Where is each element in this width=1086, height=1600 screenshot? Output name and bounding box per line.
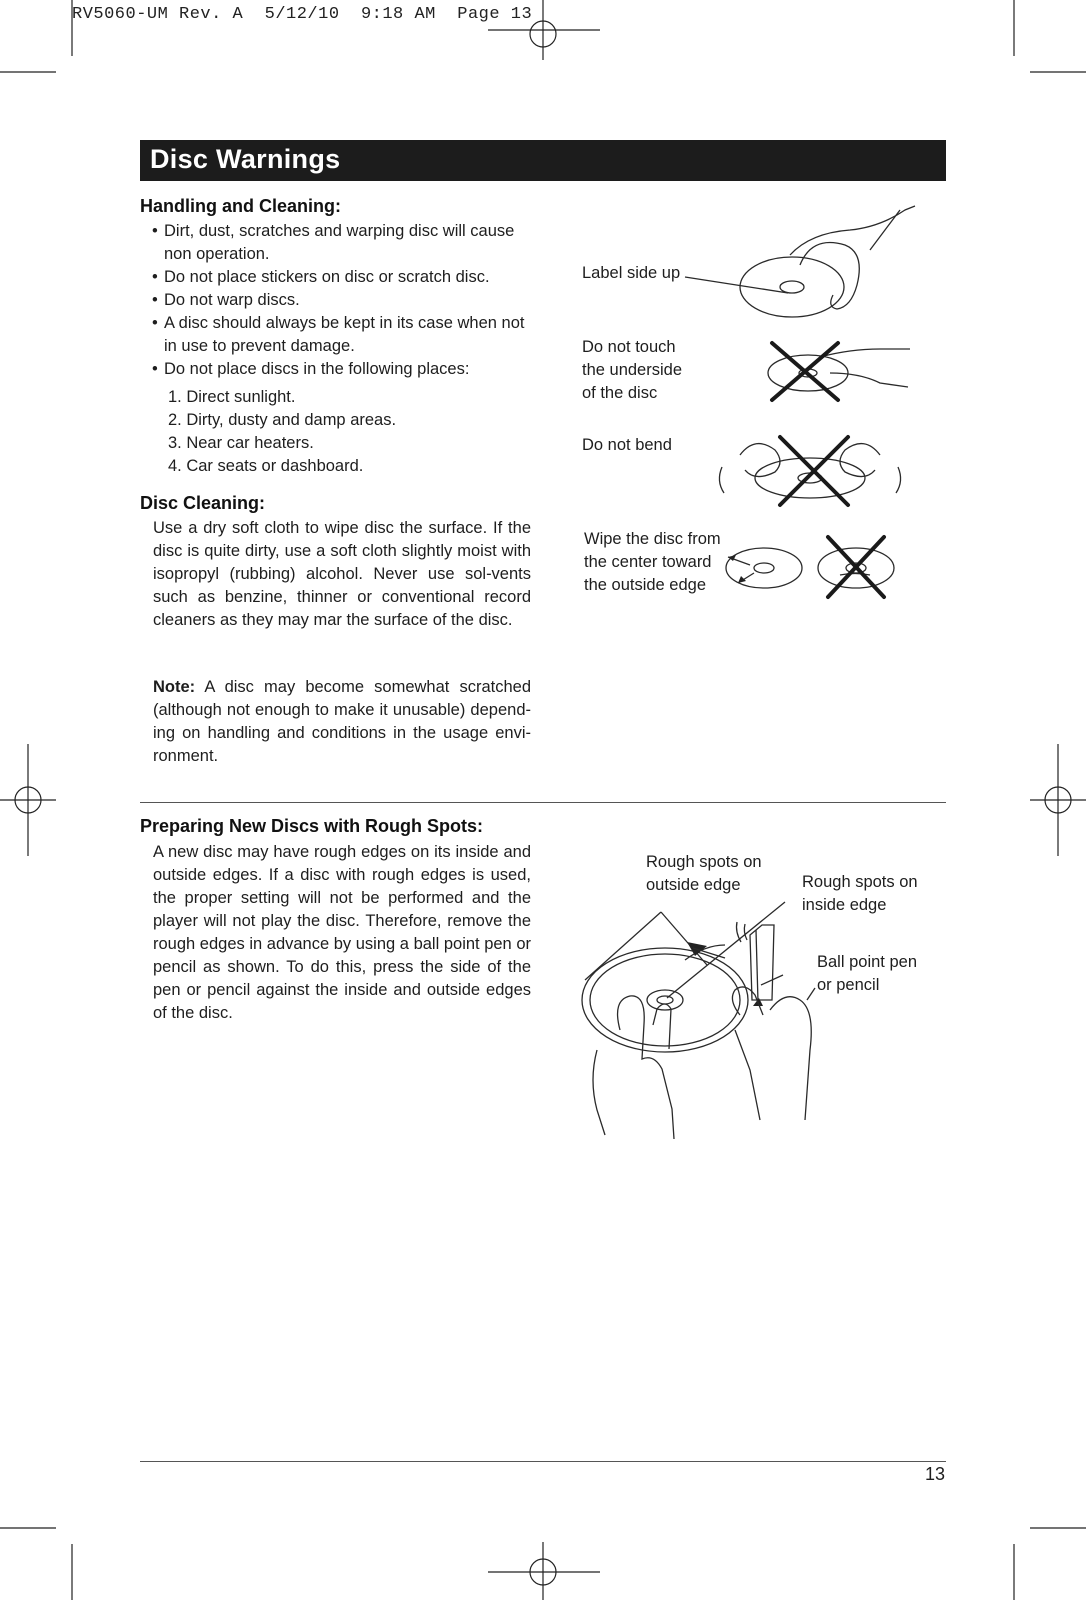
list-item: 1. Direct sunlight. bbox=[168, 388, 296, 406]
wipe-discs-drawing bbox=[726, 537, 894, 597]
outside-edge-label: Rough spots on outside edge bbox=[646, 853, 762, 894]
list-item: • Do not place stickers on disc or scratch disc. bbox=[152, 268, 490, 286]
rough-spots-paragraph: A new disc may have rough edges on its inside and outside edges. If a disc with rough edges is used, the proper setting will not be performed and the player will not play the disc. Therefore, remove the rough edges in advance by using a ball point pen or pencil as shown. To do this, press the side of the pen or pencil against the inside and outside edges of the disc. bbox=[153, 843, 531, 1022]
do-not-bend-label: Do not bend bbox=[582, 436, 672, 454]
inside-edge-label: Rough spots on inside edge bbox=[802, 873, 918, 914]
list-item: • Do not warp discs. bbox=[152, 291, 300, 309]
rough-spots-illustration bbox=[575, 880, 845, 1140]
footer-rule bbox=[140, 1461, 946, 1462]
label-side-up-label: Label side up bbox=[582, 264, 681, 282]
ball-point-pen-label: Ball point pen or pencil bbox=[817, 953, 917, 994]
list-item: • Dirt, dust, scratches and warping disc will cause non operation. bbox=[152, 222, 515, 263]
handling-heading: Handling and Cleaning: bbox=[140, 196, 341, 216]
page-number: 13 bbox=[925, 1464, 946, 1484]
list-item: 3. Near car heaters. bbox=[168, 434, 314, 452]
handling-list bbox=[152, 220, 530, 381]
page-title: Disc Warnings bbox=[150, 144, 341, 174]
print-slug: RV5060-UM Rev. A 5/12/10 9:18 AM Page 13 bbox=[72, 5, 533, 24]
list-item: • A disc should always be kept in its case when not in use to prevent damage. bbox=[152, 314, 525, 355]
cleaning-heading: Disc Cleaning: bbox=[140, 493, 266, 513]
list-item: 4. Car seats or dashboard. bbox=[168, 457, 364, 475]
do-not-bend-drawing bbox=[719, 437, 900, 505]
do-not-touch-label: Do not touch the underside of the disc bbox=[582, 338, 682, 402]
label-side-up-drawing bbox=[685, 206, 915, 317]
list-item: 2. Dirty, dusty and damp areas. bbox=[168, 411, 397, 429]
wipe-label: Wipe the disc from the center toward the outside edge bbox=[584, 530, 721, 594]
cleaning-note: Note: A disc may become somewhat scratched (although not enough to make it unusable) depend-ing on handling and conditions in the usage envi-ronment. bbox=[153, 678, 531, 765]
disc-handling-illustration bbox=[680, 205, 940, 605]
do-not-touch-drawing bbox=[768, 343, 910, 400]
note-label: Note: bbox=[153, 678, 196, 696]
section-divider bbox=[140, 802, 946, 803]
list-item: • Do not place discs in the following places: bbox=[152, 360, 470, 378]
rough-spots-heading: Preparing New Discs with Rough Spots: bbox=[140, 816, 484, 836]
places-list bbox=[140, 386, 396, 478]
cleaning-paragraph: Use a dry soft cloth to wipe disc the surface. If the disc is quite dirty, use a soft cloth slightly moist with isopropyl (rubbing) alcohol. Never use sol-vents such as benzine, thinner or conventional record cleaners as they may mar the surface of the disc. bbox=[153, 519, 531, 629]
